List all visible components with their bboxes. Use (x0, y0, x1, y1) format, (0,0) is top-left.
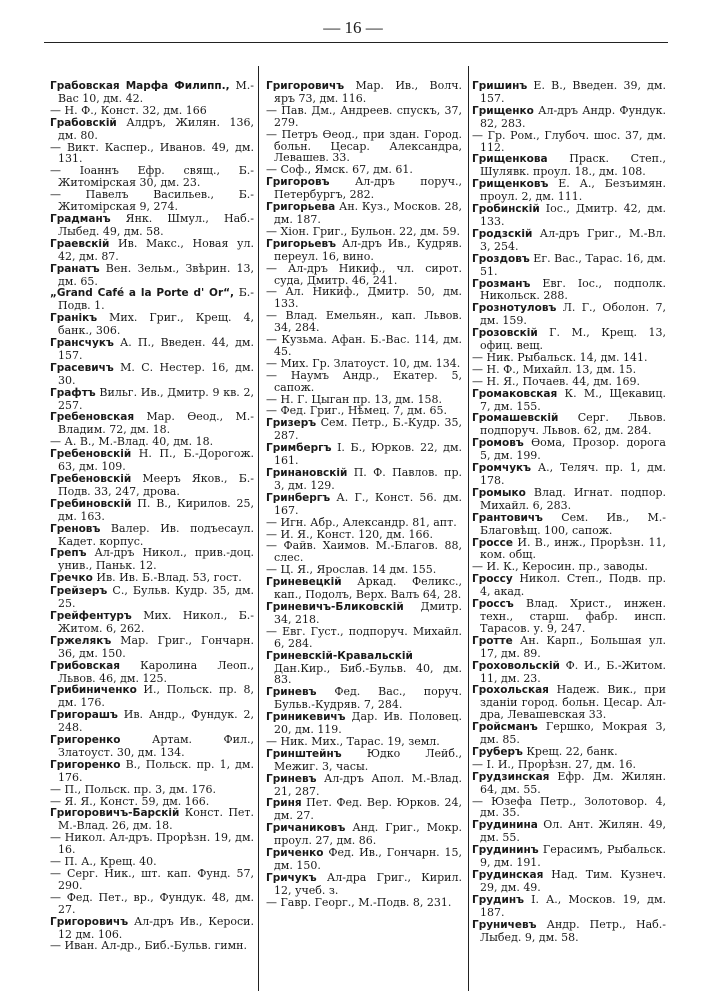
directory-entry (266, 576, 462, 601)
entry-details: — Мих. Гр. Златоуст. 10, дм. 134. (266, 356, 461, 370)
entry-details: Фед. Ив., Гончарн. 15, дм. 150. (274, 846, 462, 872)
entry-details: Ал-дра Григ., Кирил. 12, учеб. з. (274, 870, 462, 897)
entry-details: І. А., Москов. 19, дм. 187. (480, 892, 666, 919)
entry-surname: Грейфентуръ (50, 609, 132, 622)
directory-entry (472, 437, 666, 462)
entry-details: — Пав. Дм., Андреев. спускъ, 37, 279. (266, 103, 462, 129)
directory-entry (472, 919, 666, 944)
entry-details: П. В., Кирилов. 25, дм. 163. (58, 496, 254, 523)
entry-surname: Гриникевичъ (266, 711, 346, 724)
directory-entry (472, 462, 666, 487)
directory-entry (50, 387, 254, 412)
entry-details: — Кузьма. Афан. Б.-Вас. 114, дм. 45. (266, 333, 462, 358)
directory-entry (472, 80, 666, 105)
entry-details: — Соф., Ямск. 67, дм. 61. (266, 163, 413, 177)
entry-details: Алдръ, Жилян. 136, дм. 80. (58, 115, 254, 142)
entry-surname: Грудинина (472, 819, 538, 832)
entry-details: — Павелъ Васильев., Б.-Житомірская 9, 274. (50, 188, 254, 214)
entry-details: — А. В., М.-Влад. 40, дм. 18. (50, 435, 214, 449)
entry-surname: Гржелякъ (50, 634, 112, 647)
entry-surname: Гранікъ (50, 312, 98, 325)
entry-details: — Фед. Пет., вр., Фундук. 48, дм. 27. (50, 890, 254, 916)
directory-entry (50, 80, 254, 105)
entry-details: Өома, Прозор. дорога 5, дм. 199. (480, 436, 666, 463)
directory-entry (472, 178, 666, 203)
directory-entry (50, 892, 254, 916)
directory-entry (472, 130, 666, 154)
entry-details: П. Ф. Павлов. пр. 3, дм. 129. (274, 466, 462, 492)
column-3 (472, 80, 666, 985)
entry-surname: Гричаниковъ (266, 822, 346, 835)
directory-entry (472, 660, 666, 685)
entry-surname: Гримбергъ (266, 442, 332, 455)
directory-entry (472, 228, 666, 253)
entry-surname: Грудининъ (472, 844, 539, 857)
entry-details: Надеж. Вик., при зданіи город. больн. Цесар. Ал-дра, Левашевская 33. (480, 683, 666, 722)
entry-details: Мих. Григ., Крещ. 4, банк., 306. (58, 311, 254, 338)
directory-entry (266, 105, 462, 129)
entry-surname: Гребиновскій (50, 497, 132, 510)
directory-entry (50, 337, 254, 362)
entry-details: — Хіон. Григ., Бульон. 22, дм. 59. (266, 224, 460, 238)
directory-entry (50, 498, 254, 523)
entry-surname: Громовъ (472, 437, 524, 450)
entry-details: — І. И., Прорѣзн. 27, дм. 16. (472, 757, 636, 771)
directory-entry (472, 635, 666, 660)
directory-entry (266, 711, 462, 736)
entry-surname: Грищенко (472, 104, 534, 117)
entry-details: — Викт. Каспер., Иванов. 49, дм. 131. (50, 140, 254, 166)
entry-surname: Гринбергъ (266, 491, 331, 504)
entry-details: Ал-дръ Григ., М.-Вл. 3, 254. (480, 226, 666, 253)
entry-details: Ив. Ив. Б.-Влад. 53, гост. (92, 571, 242, 585)
directory-entry (472, 278, 666, 303)
entry-details: А., Теляч. пр. 1, дм. 178. (480, 461, 666, 487)
entry-details: Праск. Степ., Шулявк. проул. 18., дм. 108. (480, 152, 666, 179)
directory-entry (50, 117, 254, 142)
entry-details: И., Польск. пр. 8, дм. 176. (58, 683, 254, 710)
entry-surname: Гриня (266, 797, 302, 810)
directory-entry (472, 203, 666, 228)
entry-surname: Громыко (472, 486, 526, 499)
entry-surname: Григоренко (50, 734, 121, 747)
directory-entry (472, 819, 666, 844)
directory-entry (266, 897, 462, 909)
entry-details: — Н. Ф., Михайл. 13, дм. 15. (472, 362, 637, 376)
entry-details: Дар. Ив. Половец. 20, дм. 119. (274, 710, 462, 737)
entry-details: Г. М., Крещ. 13, офиц. вещ. (480, 326, 666, 353)
entry-surname: Гроссъ (472, 598, 514, 611)
entry-surname: Гричукъ (266, 871, 317, 884)
directory-entry (472, 894, 666, 919)
entry-details: Ал-дръ Ив., Кудряв. переул. 16, вино. (274, 236, 462, 263)
entry-details: Анд. Григ., Мокр. проул. 27, дм. 86. (274, 821, 462, 848)
entry-details: Мар. Ив., Волч. яръ 73, дм. 116. (274, 80, 462, 105)
entry-details: — Н. Ф., Конст. 32, дм. 166 (50, 103, 207, 117)
entry-details: Никол. Степ., Подв. пр. 4, акад. (480, 572, 666, 599)
entry-surname: Гришинъ (472, 80, 528, 92)
directory-entry (50, 684, 254, 709)
directory-entry (50, 411, 254, 436)
directory-entry (266, 748, 462, 773)
entry-surname: Гриневичъ-Бликовскій (266, 600, 404, 613)
entry-details: Андр. Петр., Наб.-Лыбед. 9, дм. 58. (480, 917, 666, 944)
entry-surname: Гребеновскій (50, 448, 132, 461)
entry-details: Ал-дръ Ив., Кероси. 12 дм. 106. (58, 914, 254, 941)
entry-surname: Григоренко (50, 758, 121, 771)
entry-details: Л. Г., Оболон. 7, дм. 159. (480, 301, 666, 328)
directory-entry (50, 312, 254, 337)
directory-entry (472, 253, 666, 278)
directory-entry (472, 153, 666, 178)
directory-entry (50, 660, 254, 685)
directory-entry (50, 362, 254, 387)
directory-entry (266, 797, 462, 822)
directory-entry (472, 684, 666, 721)
directory-entry (266, 540, 462, 564)
entry-details: — Н. Я., Почаев. 44, дм. 169. (472, 374, 641, 388)
entry-details: Влад. Христ., инжен. техн., старш. фабр. инсп. Тарасов. у. 9, 247. (480, 597, 666, 635)
entry-surname: Графтъ (50, 386, 96, 399)
directory-entry (266, 650, 462, 687)
directory-entry (50, 709, 254, 734)
directory-entry (50, 547, 254, 572)
directory-entry (50, 287, 254, 312)
directory-entry (266, 442, 462, 467)
entry-details: Ив. Макс., Новая ул. 42, дм. 87. (58, 236, 254, 263)
directory-entry (266, 80, 462, 105)
entry-details: Над. Тим. Кузнеч. 29, дм. 49. (480, 868, 666, 894)
directory-entry (50, 238, 254, 263)
directory-entry (472, 487, 666, 512)
entry-details: Мееръ Яков., Б.-Подв. 33, 247, дрова. (58, 472, 254, 498)
entry-details: Вен. Зельм., Звѣрин. 13, дм. 65. (58, 261, 254, 288)
entry-details: Б.-Подв. 1. (58, 286, 254, 313)
entry-surname: Григоровъ (266, 176, 330, 189)
entry-details: Дмитр. 34, 218. (274, 599, 462, 626)
entry-details: — Петръ Өеод., при здан. Город. больн. Цесар. Александра, Левашев. 33. (266, 127, 462, 165)
entry-details: Ол. Ант. Жилян. 49, дм. 55. (480, 818, 666, 845)
directory-entry (472, 598, 666, 635)
directory-entry (50, 523, 254, 548)
entry-details: Е. В., Введен. 39, дм. 157. (480, 80, 666, 105)
entry-details: Ф. И., Б.-Житом. 11, дм. 23. (480, 658, 666, 685)
entry-details: Мар. Григ., Гончарн. 36, дм. 150. (58, 633, 254, 660)
entry-details: М.-Вас 10, дм. 42. (58, 80, 254, 105)
entry-surname: Груничевъ (472, 918, 537, 931)
entry-details: — Ц. Я., Ярослав. 14 дм. 155. (266, 563, 437, 577)
column-2 (266, 80, 462, 985)
directory-entry (50, 734, 254, 759)
entry-surname: Гробинскій (472, 203, 540, 216)
entry-surname: Григоровичъ (50, 915, 129, 928)
entry-surname: Гребеновская (50, 411, 135, 424)
entry-surname: Григорашъ (50, 709, 118, 722)
entry-details: Серг. Львов. подпоруч. Львов. 62, дм. 284. (480, 411, 666, 438)
column-divider (468, 66, 469, 991)
directory-entry (50, 448, 254, 473)
entry-details: Ив. Андр., Фундук. 2, 248. (58, 708, 254, 735)
entry-surname: Громаковская (472, 387, 558, 400)
entry-details: — Ал-дръ Никиф., чл. сирот. суда, Дмитр. 46, 241. (266, 261, 462, 287)
entry-surname: Грибиниченко (50, 684, 137, 697)
entry-details: Сем. Ив., М.-Благовѣщ. 100, сапож. (480, 510, 666, 537)
directory-entry (266, 238, 462, 263)
entry-surname: Гречко (50, 572, 93, 585)
entry-details: Герасимъ, Рыбальск. 9, дм. 191. (480, 843, 666, 870)
header-rule (44, 42, 668, 43)
entry-surname: Грансчукъ (50, 337, 114, 350)
directory-entry (266, 686, 462, 711)
directory-entry (50, 940, 254, 952)
entry-details: Янк. Шмул., Наб.-Лыбед. 49, дм. 58. (58, 211, 254, 238)
directory-entry (50, 189, 254, 213)
entry-surname: Градманъ (50, 212, 111, 225)
entry-details: — Никол. Ал-дръ. Прорѣзн. 19, дм. 16. (50, 831, 254, 857)
directory-entry (266, 263, 462, 287)
entry-details: Ан. Куз., Москов. 28, дм. 187. (274, 200, 462, 226)
entry-surname: Грозманъ (472, 277, 531, 290)
entry-details: — П., Польск. пр. 3, дм. 176. (50, 782, 216, 796)
entry-surname: Григоровичъ (266, 80, 345, 92)
entry-details: — Гавр. Георг., М.-Подв. 8, 231. (266, 895, 452, 909)
directory-entry (266, 492, 462, 517)
entry-surname: Грохольская (472, 684, 549, 697)
directory-entry (266, 822, 462, 847)
directory-entry (50, 165, 254, 189)
directory-entry (266, 176, 462, 201)
entry-details: Іос., Дмитр. 42, дм. 133. (480, 202, 666, 228)
entry-details: Ег. Вас., Тарас. 16, дм. 51. (480, 251, 666, 278)
entry-surname: Гранатъ (50, 262, 100, 275)
entry-details: — Влад. Емельян., кап. Львов. 34, 284. (266, 309, 462, 335)
entry-surname: Гройсманъ (472, 721, 538, 734)
entry-details: — Игн. Абр., Александр. 81, апт. (266, 515, 457, 529)
entry-surname: Грищенковъ (472, 178, 549, 191)
entry-details: Вильг. Ив., Дмитр. 9 кв. 2, 257. (58, 385, 254, 412)
directory-entry (266, 129, 462, 165)
page-number: — 16 — (323, 18, 383, 37)
entry-surname: Гроздовъ (472, 252, 530, 265)
entry-details: Мар. Өеод., М.-Владим. 72, дм. 18. (58, 410, 254, 437)
entry-details: К. М., Щекавиц. 7, дм. 155. (480, 386, 666, 413)
entry-details: Ал-дръ поруч., Петербургъ, 282. (274, 175, 462, 202)
directory-entry (472, 512, 666, 537)
entry-details: А. Г., Конст. 56. дм. 167. (274, 490, 462, 517)
entry-details: Ефр. Дм. Жилян. 64, дм. 55. (480, 769, 666, 796)
entry-surname: Греновъ (50, 522, 101, 535)
directory-entry (266, 417, 462, 442)
entry-surname: Гроссу (472, 573, 513, 586)
entry-surname: Гринштейнъ (266, 747, 342, 760)
entry-details: І. Б., Юрков. 22, дм. 161. (274, 441, 462, 468)
directory-entry (472, 844, 666, 869)
entry-surname: Груберъ (472, 745, 523, 758)
entry-surname: Грабовская Марфа Филипп., (50, 80, 230, 92)
directory-entry (266, 334, 462, 358)
entry-surname: Грозовскій (472, 327, 538, 340)
entry-details: Ал-дръ Никол., прив.-доц. унив., Паньк. 12. (58, 546, 254, 573)
entry-details: Е. А., Безъимян. проул. 2, дм. 111. (480, 177, 666, 204)
entry-surname: Григоровичъ-Барскій (50, 807, 180, 820)
directory-entry (50, 610, 254, 635)
entry-surname: Гроссе (472, 536, 513, 549)
directory-entry (472, 388, 666, 413)
directory-entry (50, 263, 254, 288)
entry-details: — Я. Я., Конст. 59, дм. 166. (50, 794, 210, 808)
entry-details: — П. А., Крещ. 40. (50, 855, 157, 869)
entry-details: И. В., инж., Прорѣзн. 11, ком. общ. (480, 535, 666, 562)
entry-surname: Грудинъ (472, 893, 525, 906)
entry-surname: Граевскій (50, 237, 110, 250)
directory-entry (472, 412, 666, 437)
entry-surname: Григорьевъ (266, 237, 337, 250)
entry-details: — Ник. Мих., Тарас. 19, земл. (266, 734, 440, 748)
directory-entry (472, 573, 666, 598)
directory-entry (472, 302, 666, 327)
entry-surname: Гриневъ (266, 686, 317, 699)
entry-details: Дан.Кир., Биб.-Бульв. 40, дм. 83. (274, 661, 462, 687)
directory-entry (50, 473, 254, 498)
directory-entry (266, 286, 462, 310)
directory-entry (50, 213, 254, 238)
entry-details: Влад. Игнат. подпор. Михайл. 6, 283. (480, 485, 666, 512)
directory-entry (266, 467, 462, 492)
entry-details: — Гр. Ром., Глубоч. шос. 37, дм. 112. (472, 128, 666, 154)
entry-details: Сем. Петр., Б.-Кудр. 35, 287. (274, 416, 462, 443)
directory-entry (50, 807, 254, 832)
entry-details: Мих. Никол., Б.-Житом. 6, 262. (58, 608, 254, 635)
entry-details: — Н. Г. Цыган пр. 13, дм. 158. (266, 392, 443, 406)
entry-details: Артам. Фил., Златоуст. 30, дм. 134. (58, 733, 254, 759)
entry-details: — И. К., Керосин. пр., заводы. (472, 560, 648, 574)
directory-entry (266, 370, 462, 394)
entry-surname: Грищенкова (472, 153, 548, 166)
entry-details: — Файв. Хаимов. М.-Благов. 88, слес. (266, 539, 462, 565)
entry-details: Ал-дръ Апол. М.-Влад. 21, 287. (274, 771, 462, 798)
entry-details: Крещ. 22, банк. (522, 744, 618, 758)
page-header (0, 8, 706, 52)
entry-surname: Гринановскій (266, 467, 348, 479)
entry-surname: Грейзеръ (50, 585, 108, 598)
entry-details: В., Польск. пр. 1, дм. 176. (58, 757, 254, 784)
directory-entry (266, 201, 462, 226)
entry-surname: Грепъ (50, 547, 87, 560)
entry-details: — Серг. Ник., шт. кап. Фунд. 57, 290. (50, 867, 254, 892)
directory-entry (472, 327, 666, 352)
directory-entry (50, 916, 254, 941)
directory-entry (50, 868, 254, 892)
entry-details: С., Бульв. Кудр. 35, дм. 25. (58, 584, 254, 611)
directory-entry (266, 872, 462, 897)
entry-details: — Фед. Григ., Нѣмец. 7, дм. 65. (266, 404, 447, 418)
entry-surname: Гриневскій-Кравальскій (266, 649, 413, 662)
directory-entry (266, 601, 462, 626)
entry-details: — Ник. Рыбальск. 14, дм. 141. (472, 350, 648, 364)
entry-surname: Гродзскій (472, 227, 533, 240)
entry-surname: Грасевичъ (50, 361, 114, 374)
directory-entry (472, 537, 666, 562)
directory-entry (472, 105, 666, 130)
directory-entry (50, 759, 254, 784)
entry-surname: Григорьева (266, 201, 336, 214)
entry-surname: Громашевскій (472, 412, 559, 425)
entry-surname: Грибовская (50, 659, 120, 672)
entry-details: — Іоаннъ Ефр. свящ., Б.-Житомірская 30, дм. 23. (50, 164, 254, 190)
entry-details: Каролина Леоп., Львов. 46, дм. 125. (58, 658, 254, 685)
entry-details: Н. П., Б.-Дорогож. 63, дм. 109. (58, 447, 254, 474)
entry-details: — Юзефа Петр., Золотовор. 4, дм. 35. (472, 794, 666, 820)
entry-surname: Грабовскій (50, 116, 117, 129)
entry-surname: Грудзинская (472, 770, 550, 783)
directory-entry (266, 847, 462, 872)
entry-details: — И. Я., Конст. 120, дм. 166. (266, 527, 433, 541)
entry-details: Пет. Фед. Вер. Юрков. 24, дм. 27. (274, 796, 462, 823)
entry-surname: Гротте (472, 634, 513, 647)
directory-entry (472, 771, 666, 796)
entry-surname: „Grand Café a la Porte d' Or“, (50, 287, 235, 300)
directory-entry (472, 721, 666, 746)
entry-surname: Гриневъ (266, 772, 317, 785)
directory-entry (50, 142, 254, 166)
entry-surname: Гриченко (266, 847, 324, 860)
entry-details: Фед. Вас., поруч. Бульв.-Кудряв. 7, 284. (274, 685, 462, 712)
entry-details: Аркад. Феликс., кап., Подолъ, Верх. Валъ 64, 28. (274, 575, 462, 602)
entry-details: Гершко, Мокрая 3, дм. 85. (480, 720, 666, 747)
entry-surname: Гребеновскій (50, 473, 132, 485)
entry-details: Ал-дръ Андр. Фундук. 82, 283. (480, 103, 666, 130)
directory-entry (50, 832, 254, 856)
entry-details: — Ал. Никиф., Дмитр. 50, дм. 133. (266, 285, 462, 311)
directory-entry (50, 585, 254, 610)
directory-entry (266, 773, 462, 798)
entry-details: Конст. Пет. М.-Влад. 26, дм. 18. (58, 806, 254, 833)
entry-details: Евг. Іос., подполк. Никольск. 288. (480, 276, 666, 303)
column-1 (50, 80, 254, 985)
entry-surname: Грознотуловъ (472, 302, 557, 315)
directory-entry (472, 796, 666, 820)
directory-entry (472, 869, 666, 894)
entry-surname: Гриневецкій (266, 576, 342, 589)
entry-details: Валер. Ив. подъесаул. Кадет. корпус. (58, 521, 254, 548)
entry-details: Ан. Карп., Большая ул. 17, дм. 89. (480, 633, 666, 660)
directory-entry (266, 626, 462, 650)
entry-details: Юдко Лейб., Межиг. 3, часы. (274, 746, 462, 773)
entry-details: — Евг. Густ., подпоруч. Михайл. 6, 284. (266, 624, 462, 650)
entry-surname: Громчукъ (472, 462, 532, 475)
entry-surname: Гризеръ (266, 417, 317, 430)
directory-entry (50, 635, 254, 660)
directory-columns (44, 66, 668, 991)
entry-surname: Гроховольскій (472, 659, 560, 672)
entry-details: — Иван. Ал-др., Биб.-Бульв. гимн. (50, 939, 247, 953)
entry-details: — Наумъ Андр., Екатер. 5, сапож. (266, 368, 462, 394)
column-divider (258, 66, 259, 991)
entry-surname: Грантовичъ (472, 511, 543, 524)
entry-details: М. С. Нестер. 16, дм. 30. (58, 360, 254, 387)
entry-surname: Грудинская (472, 869, 544, 881)
directory-entry (266, 310, 462, 334)
entry-details: А. П., Введен. 44, дм. 157. (58, 336, 254, 362)
